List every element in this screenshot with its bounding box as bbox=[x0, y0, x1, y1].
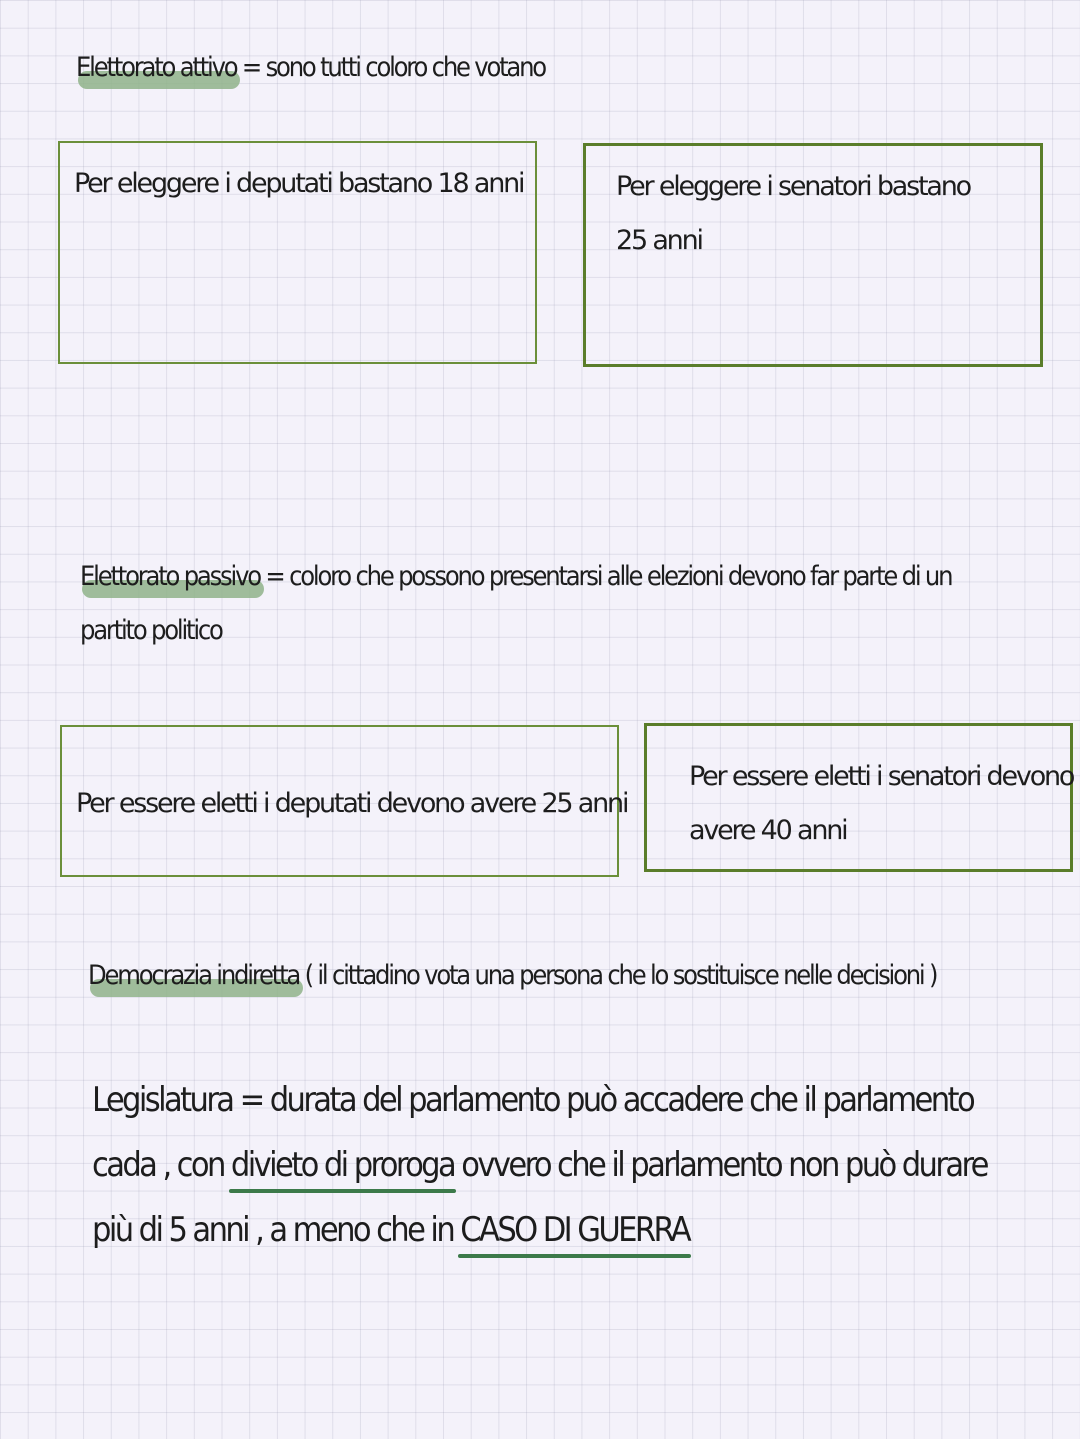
democrazia-term: Democrazia indiretta bbox=[88, 960, 300, 991]
elettorato-passivo-definition: = coloro che possono presentarsi alle elezioni devono far parte di un bbox=[259, 561, 952, 592]
elettorato-attivo-definition: = sono tutti coloro che votano bbox=[236, 52, 545, 83]
democrazia-definition: ( il cittadino vota una persona che lo sostituisce nelle decisioni ) bbox=[299, 960, 937, 991]
legislatura-line2 bbox=[92, 1145, 987, 1185]
box-passivo-senatori bbox=[644, 723, 1073, 872]
caso-di-guerra: CASO DI GUERRA bbox=[460, 1210, 690, 1250]
divieto-di-proroga: divieto di proroga bbox=[230, 1145, 455, 1185]
box-passivo-senatori-line2: avere 40 anni bbox=[689, 815, 847, 846]
box-attivo-deputati bbox=[58, 141, 537, 364]
box-attivo-senatori-line1: Per eleggere i senatori bastano bbox=[616, 171, 970, 202]
legislatura-line3-prefix: più di 5 anni , a meno che in bbox=[92, 1210, 461, 1250]
elettorato-attivo-line bbox=[76, 52, 545, 83]
box-passivo-deputati bbox=[60, 725, 628, 877]
legislatura-line1: Legislatura = durata del parlamento può accadere che il parlamento bbox=[92, 1080, 974, 1120]
elettorato-passivo-line2: partito politico bbox=[80, 615, 222, 646]
elettorato-passivo-line1 bbox=[80, 561, 951, 592]
box-passivo-senatori-line1: Per essere eletti i senatori devono bbox=[689, 761, 1074, 792]
legislatura-line2-prefix: cada , con bbox=[92, 1145, 231, 1185]
democrazia-line bbox=[88, 960, 936, 991]
legislatura-line2-suffix: ovvero che il parlamento non può durare bbox=[454, 1145, 987, 1185]
legislatura-line3 bbox=[92, 1210, 689, 1250]
box-attivo-senatori-line2: 25 anni bbox=[616, 225, 702, 256]
box-passivo-deputati-text: Per essere eletti i deputati devono avere 25 anni bbox=[76, 788, 628, 819]
elettorato-passivo-term: Elettorato passivo bbox=[80, 561, 260, 592]
elettorato-attivo-term: Elettorato attivo bbox=[76, 52, 237, 83]
box-attivo-deputati-text: Per eleggere i deputati bastano 18 anni bbox=[74, 168, 524, 199]
box-attivo-senatori bbox=[583, 143, 1043, 367]
